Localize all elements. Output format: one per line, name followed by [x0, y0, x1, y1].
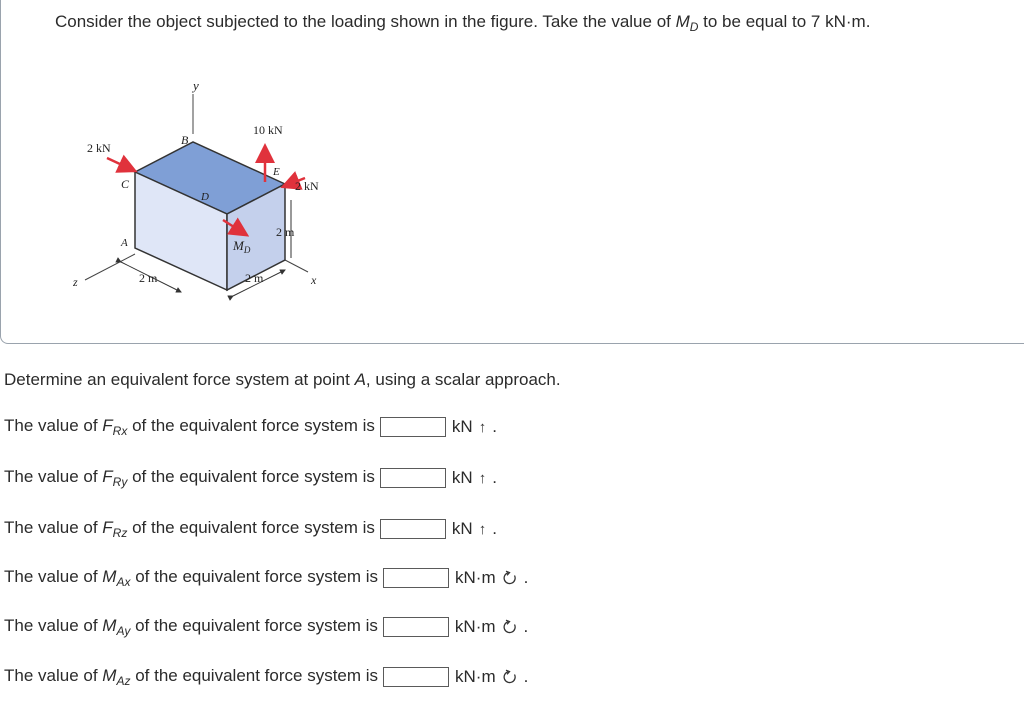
- x-axis-label: x: [311, 273, 317, 287]
- answer-input-frz[interactable]: [380, 519, 446, 539]
- counterclockwise-icon: [502, 669, 518, 685]
- point-c-label: C: [121, 177, 130, 191]
- force-e-side-label: 2 kN: [295, 179, 319, 193]
- answer-input-max[interactable]: [383, 568, 449, 588]
- problem-statement-panel: [0, 0, 1024, 344]
- unit-frz: kN ↑ .: [451, 519, 497, 538]
- arrow-up-icon: ↑: [478, 520, 487, 538]
- prompt-prefix: Determine an equivalent force system at point: [4, 370, 355, 389]
- moment-symbol: M: [233, 238, 244, 253]
- question-text: The value of $M_{Az}$ of the equivalent force system is: [4, 666, 379, 688]
- arrow-up-icon: ↑: [478, 418, 487, 436]
- question-row-fry: [4, 467, 497, 489]
- prompt-point: A: [354, 370, 366, 389]
- z-axis-label: z: [73, 275, 78, 289]
- loading-figure: [73, 74, 373, 304]
- question-text: The value of $M_{Ax}$ of the equivalent force system is: [4, 567, 379, 589]
- question-row-maz: [4, 666, 528, 688]
- x-axis-line: [285, 260, 308, 272]
- answer-input-frx[interactable]: [380, 417, 446, 437]
- counterclockwise-icon: [502, 570, 518, 586]
- question-row-frz: [4, 518, 497, 540]
- statement-subscript: D: [689, 20, 699, 34]
- force-c-arrow: [107, 158, 133, 170]
- dimension-height-label: 2 m: [276, 225, 295, 239]
- unit-fry: kN ↑ .: [451, 468, 497, 487]
- y-axis-label: y: [193, 78, 199, 93]
- unit-max: kN·m .: [455, 568, 529, 587]
- question-text: The value of $F_{Rz}$ of the equivalent force system is: [4, 518, 375, 540]
- problem-statement: [55, 12, 870, 34]
- point-e-label: E: [273, 166, 280, 178]
- dimension-depth-label: 2 m: [139, 271, 158, 285]
- force-c-label: 2 kN: [87, 141, 111, 155]
- dimension-width-label: 2 m: [245, 271, 264, 285]
- unit-maz: kN·m .: [455, 667, 529, 686]
- question-text: The value of $F_{Rx}$ of the equivalent force system is: [4, 416, 375, 438]
- question-prompt: [4, 370, 561, 390]
- force-e-up-label: 10 kN: [253, 123, 283, 137]
- point-a-label: A: [121, 237, 128, 249]
- moment-subscript: D: [243, 245, 251, 255]
- z-axis-line: [85, 254, 135, 280]
- answer-input-maz[interactable]: [383, 667, 449, 687]
- question-row-frx: [4, 416, 497, 438]
- statement-symbol: M: [675, 12, 690, 31]
- question-text: The value of $M_{Ay}$ of the equivalent force system is: [4, 616, 378, 638]
- question-row-max: [4, 567, 528, 589]
- unit-may: kN·m .: [454, 617, 529, 636]
- point-d-label: D: [201, 191, 209, 203]
- unit-frx: kN ↑ .: [451, 417, 497, 436]
- prompt-suffix: , using a scalar approach.: [365, 370, 561, 389]
- counterclockwise-icon: [502, 619, 518, 635]
- question-text: The value of $F_{Ry}$ of the equivalent force system is: [4, 467, 375, 489]
- answer-input-fry[interactable]: [380, 468, 446, 488]
- point-b-label: B: [181, 133, 189, 147]
- statement-suffix: to be equal to 7 kN·m.: [698, 12, 871, 31]
- statement-prefix: Consider the object subjected to the loading shown in the figure. Take the value of: [55, 12, 676, 31]
- answer-input-may[interactable]: [383, 617, 449, 637]
- question-row-may: [4, 616, 528, 638]
- arrow-up-icon: ↑: [478, 469, 487, 487]
